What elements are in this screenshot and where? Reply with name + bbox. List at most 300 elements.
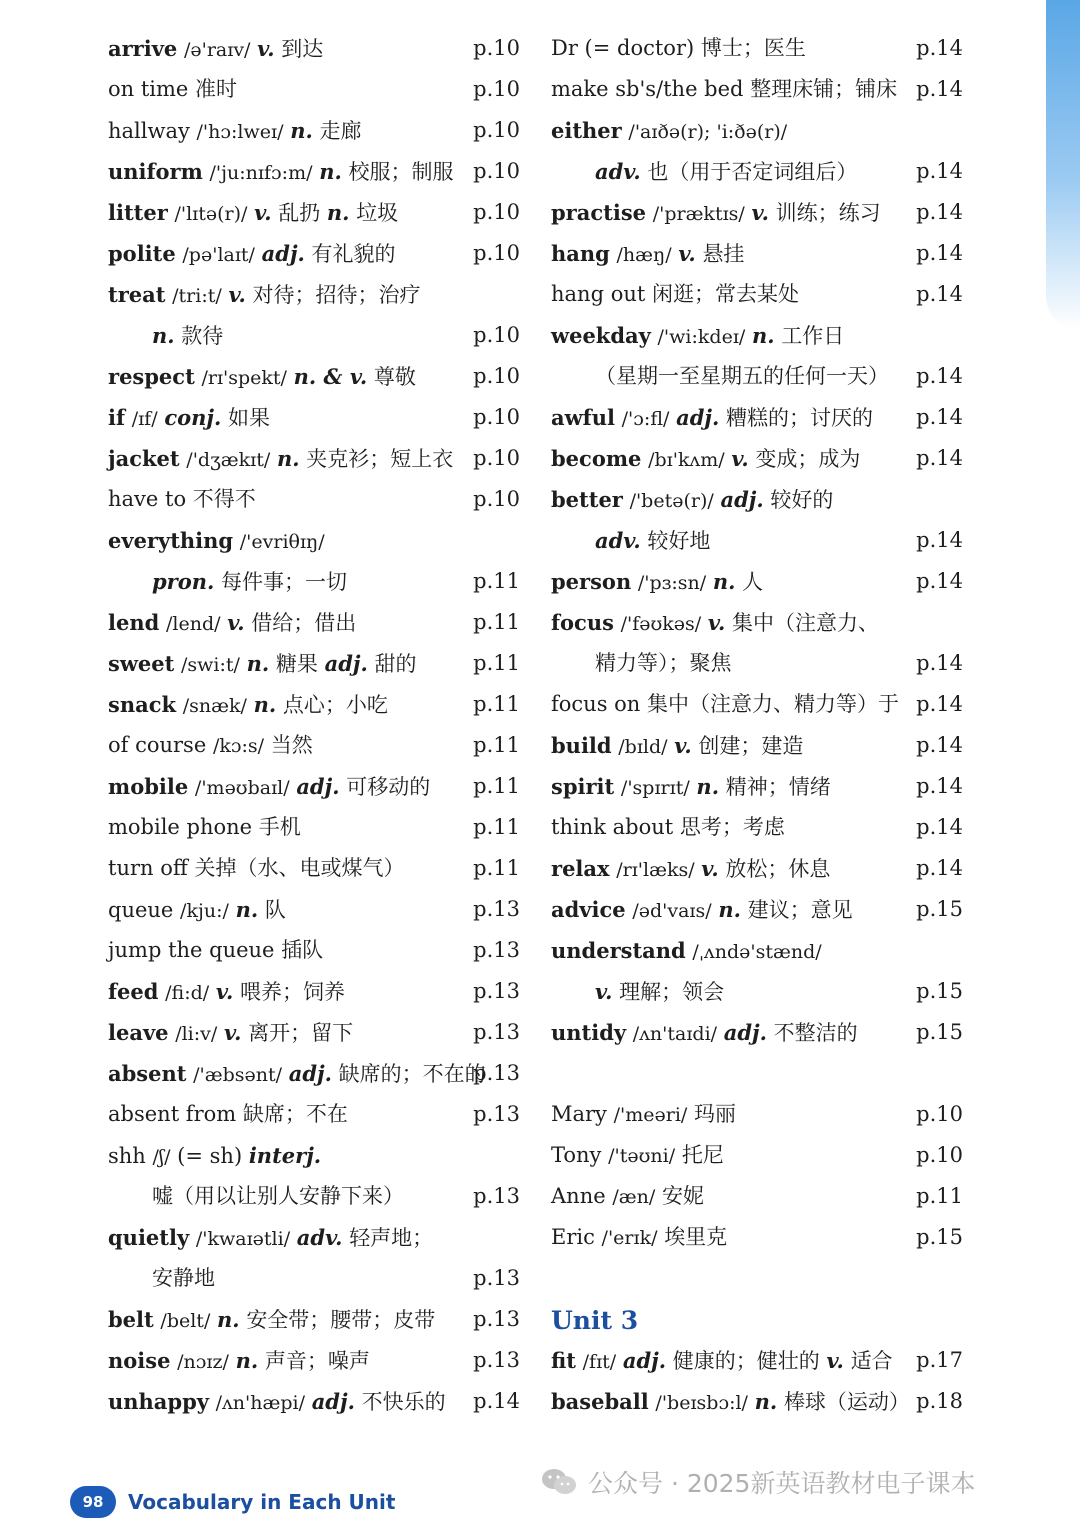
entry-phonetic: /'təʊni/ (608, 1145, 676, 1167)
entry-text (551, 1390, 910, 1414)
entry-text (108, 1184, 404, 1208)
vocab-entry (108, 1299, 520, 1340)
entry-word: Eric (551, 1225, 595, 1249)
entry-word: absent (108, 1061, 187, 1086)
entry-pos: adv. (296, 1225, 343, 1250)
entry-page: p.13 (473, 1266, 520, 1290)
entry-text (551, 77, 897, 101)
entry-pos: n. (718, 897, 741, 922)
entry-page: p.11 (473, 692, 520, 716)
entry-meaning-2: 垃圾 (356, 201, 399, 225)
vocab-column-right (551, 28, 963, 1422)
entry-word: Mary (551, 1102, 607, 1126)
entry-text (108, 37, 323, 61)
vocab-entry (551, 315, 963, 356)
entry-word: of course (108, 733, 207, 757)
entry-word: quietly (108, 1225, 190, 1250)
entry-word: understand (551, 938, 686, 963)
vocab-entry (108, 438, 520, 479)
entry-pos: n. (712, 569, 736, 594)
entry-meaning: 走廊 (319, 119, 362, 143)
entry-meaning: 较好地 (647, 529, 711, 553)
entry-meaning: 安全带；腰带；皮带 (246, 1308, 436, 1332)
entry-page: p.11 (473, 856, 520, 880)
entry-phonetic: /əd'vaɪs/ (632, 900, 712, 922)
entry-word: if (108, 405, 126, 430)
entry-phonetic: /'dʒækɪt/ (186, 449, 271, 471)
entry-text (551, 36, 806, 60)
vocab-entry-continuation (108, 1258, 520, 1299)
entry-page: p.14 (916, 856, 963, 880)
vocab-entry (108, 889, 520, 930)
entry-text (108, 1144, 321, 1168)
entry-meaning: 理解；领会 (619, 980, 725, 1004)
entry-text (551, 242, 744, 266)
entry-phonetic: /'spɪrɪt/ (620, 777, 690, 799)
entry-page: p.14 (916, 364, 963, 388)
entry-page: p.13 (473, 979, 520, 1003)
entry-pos: v. (731, 446, 749, 471)
entry-word: better (551, 487, 623, 512)
entry-word: uniform (108, 159, 203, 184)
entry-pos: v. (595, 979, 613, 1004)
entry-word: noise (108, 1348, 171, 1373)
vocab-entry (551, 725, 963, 766)
entry-text (551, 529, 710, 553)
vocab-entry (108, 766, 520, 807)
vocab-entry (108, 192, 520, 233)
vocab-entry (551, 602, 963, 643)
vocab-entry (108, 643, 520, 684)
entry-pos: adv. (595, 528, 641, 553)
entry-page: p.11 (473, 610, 520, 634)
entry-page: p.14 (916, 36, 963, 60)
entry-word: mobile phone (108, 815, 253, 839)
entry-meaning: 放松；休息 (725, 857, 831, 881)
entry-text (108, 1266, 215, 1290)
entry-text (108, 1349, 370, 1373)
vocab-entry (108, 1381, 520, 1422)
entry-meaning: 每件事；一切 (221, 570, 348, 594)
entry-text (108, 693, 388, 717)
entry-pos: n. (319, 159, 342, 184)
entry-word: Tony (551, 1143, 602, 1167)
entry-meaning: 准时 (195, 77, 238, 101)
entry-page: p.15 (916, 1020, 963, 1044)
entry-page: p.13 (473, 1348, 520, 1372)
entry-pos: v. (223, 1020, 242, 1045)
entry-text (551, 857, 830, 881)
entry-meaning: 集中（注意力、 (731, 611, 879, 635)
entry-phonetic: /lend/ (165, 613, 221, 635)
entry-word: Dr (= doctor) (551, 36, 695, 60)
entry-meaning: 集中（注意力、精力等）于 (647, 692, 900, 716)
entry-word: baseball (551, 1389, 649, 1414)
entry-pos: adj. (288, 1061, 332, 1086)
entry-word: jacket (108, 446, 180, 471)
entry-page: p.13 (473, 1184, 520, 1208)
entry-phonetic: /'ju:nɪfɔ:m/ (209, 162, 313, 184)
entry-pos: n. (754, 1389, 778, 1414)
entry-text (551, 570, 763, 594)
vocab-entry (108, 233, 520, 274)
entry-meaning: 糟糕的；讨厌的 (725, 406, 873, 430)
entry-text (551, 282, 799, 306)
entry-meaning: （星期一至星期五的任何一天） (595, 364, 889, 388)
entry-meaning: 棒球（运动） (783, 1390, 910, 1414)
entry-pos: interj. (248, 1143, 322, 1168)
vocab-entry-continuation (108, 1176, 520, 1217)
entry-text (108, 1226, 433, 1250)
entry-pos: adj. (622, 1348, 667, 1373)
entry-meaning: 队 (264, 898, 286, 922)
entry-meaning: 夹克衫；短上衣 (306, 447, 454, 471)
entry-text (108, 487, 256, 511)
entry-phonetic: /ʌn'taɪdi/ (632, 1023, 718, 1045)
vocab-entry (108, 397, 520, 438)
entry-page: p.13 (473, 1307, 520, 1331)
entry-meaning: 托尼 (681, 1143, 724, 1167)
entry-meaning: 可移动的 (346, 775, 431, 799)
entry-page: p.10 (473, 36, 520, 60)
entry-pos: adj. (311, 1389, 355, 1414)
vocab-entry (551, 1094, 963, 1135)
vocab-entry (551, 766, 963, 807)
entry-meaning: 嘘（用以让别人安静下来） (152, 1184, 404, 1208)
entry-page: p.10 (473, 241, 520, 265)
entry-word: on time (108, 77, 189, 101)
vocab-entry (108, 1217, 520, 1258)
entry-page: p.18 (916, 1389, 963, 1413)
entry-pos: v. (227, 610, 245, 635)
vocab-entry (108, 1340, 520, 1381)
entry-text (551, 1184, 704, 1208)
entry-text (551, 324, 844, 348)
entry-text (108, 815, 301, 839)
entry-phonetic: /'meəri/ (613, 1104, 688, 1126)
entry-pos: pron. (152, 569, 215, 594)
entry-extra: (= sh) (177, 1144, 243, 1168)
entry-word: leave (108, 1020, 169, 1045)
entry-phonetic: /'hɔ:lweɪ/ (196, 121, 284, 143)
entry-word: respect (108, 364, 195, 389)
entry-page: p.10 (473, 323, 520, 347)
entry-text (108, 201, 398, 225)
entry-page: p.14 (916, 241, 963, 265)
entry-pos: conj. (164, 405, 222, 430)
entry-pos: adj. (676, 405, 720, 430)
vocab-entry-continuation (108, 315, 520, 356)
entry-text (551, 1143, 724, 1167)
entry-pos-2: adj. (324, 651, 368, 676)
vocab-entry (108, 1094, 520, 1135)
entry-phonetic: /bɪld/ (618, 736, 668, 758)
entry-pos: v. (254, 200, 272, 225)
entry-meaning: 校服；制服 (348, 160, 454, 184)
entry-page: p.10 (473, 77, 520, 101)
entry-pos: n. (235, 1348, 259, 1373)
entry-meaning: 借给；借出 (251, 611, 357, 635)
entry-word: either (551, 118, 622, 143)
vocab-entry (551, 807, 963, 848)
entry-text (108, 980, 345, 1004)
vocab-entry (551, 848, 963, 889)
vocab-entry (108, 684, 520, 725)
entry-phonetic: /tri:t/ (172, 285, 222, 307)
entry-meaning: 博士；医生 (700, 36, 806, 60)
entry-page: p.10 (473, 487, 520, 511)
entry-word: turn off (108, 856, 188, 880)
entry-text (108, 856, 404, 880)
entry-page: p.11 (473, 569, 520, 593)
vocab-entry (108, 602, 520, 643)
entry-page: p.10 (473, 405, 520, 429)
entry-meaning: 糖果 (275, 652, 318, 676)
entry-page: p.13 (473, 897, 520, 921)
entry-page: p.14 (916, 528, 963, 552)
vocab-entry (108, 110, 520, 151)
entry-text (108, 652, 417, 676)
vocab-entry (551, 684, 963, 725)
entry-word: focus on (551, 692, 641, 716)
entry-meaning: 插队 (281, 938, 324, 962)
entry-phonetic: /ə'raɪv/ (183, 39, 251, 61)
entry-pos: v. (228, 282, 246, 307)
entry-meaning-2: 甜的 (374, 652, 417, 676)
entry-pos: v. (701, 856, 719, 881)
vocab-entry-continuation (551, 520, 963, 561)
entry-text (108, 938, 323, 962)
entry-meaning: 如果 (227, 406, 270, 430)
entry-word: snack (108, 692, 177, 717)
entry-phonetic: /kju:/ (180, 900, 229, 922)
vocab-entry (108, 520, 520, 561)
entry-meaning: 尊敬 (373, 365, 416, 389)
vocab-entry (108, 971, 520, 1012)
entry-word: litter (108, 200, 168, 225)
vocab-entry (551, 1340, 963, 1381)
entry-word: mobile (108, 774, 189, 799)
entry-meaning: 安静地 (152, 1266, 215, 1290)
vocab-entry (551, 561, 963, 602)
entry-phonetic: /ˌʌndə'stænd/ (692, 941, 822, 963)
entry-meaning: 闲逛；常去某处 (651, 282, 799, 306)
page-footer (70, 1484, 395, 1520)
entry-pos: adj. (723, 1020, 767, 1045)
entry-pos: n. & v. (293, 364, 368, 389)
entry-text (551, 692, 899, 716)
entry-pos: n. (235, 897, 259, 922)
vocab-entry-continuation (551, 643, 963, 684)
entry-word: untidy (551, 1020, 627, 1045)
entry-text (551, 1021, 858, 1045)
entry-phonetic: /ʌn'hæpi/ (215, 1392, 306, 1414)
entry-word: fit (551, 1348, 576, 1373)
entry-phonetic: /'kwaɪətli/ (195, 1228, 291, 1250)
vocab-entry (551, 1176, 963, 1217)
entry-meaning: 点心；小吃 (282, 693, 388, 717)
entry-meaning: 不得不 (192, 487, 256, 511)
entry-text (551, 488, 833, 512)
vocab-entry (551, 192, 963, 233)
entry-page: p.13 (473, 1102, 520, 1126)
entry-text (108, 733, 313, 757)
entry-word: shh (108, 1144, 146, 1168)
entry-meaning: 训练；练习 (775, 201, 881, 225)
entry-page: p.10 (916, 1143, 963, 1167)
entry-page: p.11 (473, 815, 520, 839)
entry-page: p.14 (473, 1389, 520, 1413)
entry-text (108, 283, 421, 307)
vocab-entry (551, 110, 963, 151)
vocab-entry (108, 1012, 520, 1053)
entry-page: p.14 (916, 77, 963, 101)
entry-meaning: 人 (742, 570, 764, 594)
entry-pos-2: n. (326, 200, 350, 225)
entry-page: p.15 (916, 897, 963, 921)
entry-text (108, 1021, 353, 1045)
entry-word: lend (108, 610, 160, 635)
entry-text (108, 1062, 486, 1086)
vocab-entry (551, 28, 963, 69)
entry-text (108, 447, 453, 471)
entry-word: relax (551, 856, 610, 881)
entry-page: p.10 (473, 364, 520, 388)
entry-word: make sb's/the bed (551, 77, 744, 101)
entry-word: hang out (551, 282, 646, 306)
entry-page: p.10 (473, 159, 520, 183)
entry-pos: adj. (296, 774, 340, 799)
entry-text (551, 1102, 736, 1126)
entry-word: treat (108, 282, 166, 307)
entry-phonetic: /'præktɪs/ (652, 203, 745, 225)
entry-text (108, 77, 237, 101)
vocab-entry-continuation (108, 561, 520, 602)
entry-meaning: 安妮 (661, 1184, 704, 1208)
entry-text (551, 201, 881, 225)
entry-text (108, 242, 396, 266)
vocab-entry (108, 69, 520, 110)
entry-word: think about (551, 815, 674, 839)
entry-phonetic: /bɪ'kʌm/ (648, 449, 725, 471)
entry-word: arrive (108, 36, 178, 61)
entry-meaning: 轻声地； (349, 1226, 434, 1250)
footer-title: Vocabulary in Each Unit (128, 1490, 396, 1514)
entry-pos: v. (215, 979, 234, 1004)
entry-pos: adj. (261, 241, 305, 266)
entry-word: weekday (551, 323, 651, 348)
entry-pos-2: v. (826, 1348, 844, 1373)
vocab-entry (551, 274, 963, 315)
entry-text (551, 364, 889, 388)
entry-meaning: 玛丽 (694, 1102, 737, 1126)
entry-word: advice (551, 897, 626, 922)
vocab-entry (551, 233, 963, 274)
entry-phonetic: /rɪ'spekt/ (201, 367, 287, 389)
vocab-entry-continuation (551, 151, 963, 192)
entry-phonetic: /'evriθɪŋ/ (239, 531, 325, 553)
entry-meaning: 缺席；不在 (242, 1102, 348, 1126)
vocab-entry (551, 69, 963, 110)
entry-text (551, 611, 879, 635)
entry-word: polite (108, 241, 176, 266)
entry-page: p.15 (916, 1225, 963, 1249)
entry-phonetic: /'beɪsbɔ:l/ (655, 1392, 748, 1414)
section-gap (551, 1053, 963, 1094)
entry-text (108, 119, 361, 143)
entry-word: practise (551, 200, 647, 225)
entry-text (108, 611, 356, 635)
entry-pos: n. (276, 446, 300, 471)
entry-pos: v. (678, 241, 696, 266)
entry-word: belt (108, 1307, 154, 1332)
entry-word: queue (108, 898, 174, 922)
entry-text (551, 734, 803, 758)
entry-word: awful (551, 405, 615, 430)
entry-word: become (551, 446, 642, 471)
entry-phonetic: /'lɪtə(r)/ (174, 203, 248, 225)
entry-phonetic: /ʃ/ (152, 1146, 171, 1168)
entry-phonetic: /'məʊbaɪl/ (194, 777, 290, 799)
wechat-icon (540, 1467, 578, 1497)
entry-text (551, 406, 873, 430)
entry-word: focus (551, 610, 614, 635)
vocab-entry (108, 274, 520, 315)
entry-page: p.17 (916, 1348, 963, 1372)
vocab-entry (108, 1053, 520, 1094)
entry-text (551, 898, 853, 922)
entry-text (108, 898, 286, 922)
vocab-entry (108, 151, 520, 192)
entry-page: p.10 (473, 118, 520, 142)
entry-text (108, 1102, 348, 1126)
entry-phonetic: /'betə(r)/ (629, 490, 714, 512)
entry-phonetic: /fi:d/ (165, 982, 210, 1004)
vocab-entry-continuation (551, 971, 963, 1012)
entry-page: p.14 (916, 446, 963, 470)
entry-meaning: 工作日 (781, 324, 845, 348)
entry-text (551, 160, 857, 184)
entry-page: p.13 (473, 1061, 520, 1085)
entry-page: p.10 (473, 200, 520, 224)
entry-page: p.11 (473, 651, 520, 675)
entry-meaning: 关掉（水、电或煤气） (194, 856, 405, 880)
entry-meaning: 手机 (258, 815, 301, 839)
entry-word: have to (108, 487, 187, 511)
vocab-entry (551, 397, 963, 438)
entry-phonetic: /'wi:kdeɪ/ (657, 326, 746, 348)
entry-text (551, 939, 822, 963)
entry-meaning: 当然 (270, 733, 313, 757)
entry-text (551, 1349, 893, 1373)
entry-word: hang (551, 241, 610, 266)
vocab-entry (551, 1012, 963, 1053)
entry-meaning: 整理床铺；铺床 (750, 77, 898, 101)
entry-page: p.15 (916, 979, 963, 1003)
entry-pos: v. (707, 610, 726, 635)
entry-meaning: 建议；意见 (747, 898, 853, 922)
vocab-entry (108, 28, 520, 69)
entry-meaning: 款待 (181, 324, 224, 348)
page-number-badge: 98 (70, 1486, 116, 1518)
entry-page: p.14 (916, 651, 963, 675)
entry-text (551, 651, 732, 675)
entry-phonetic: /ɪf/ (131, 408, 158, 430)
entry-meaning: 也（用于否定词组后） (647, 160, 858, 184)
entry-meaning: 创建；建造 (698, 734, 804, 758)
entry-text (551, 447, 860, 471)
entry-text (108, 1308, 435, 1332)
